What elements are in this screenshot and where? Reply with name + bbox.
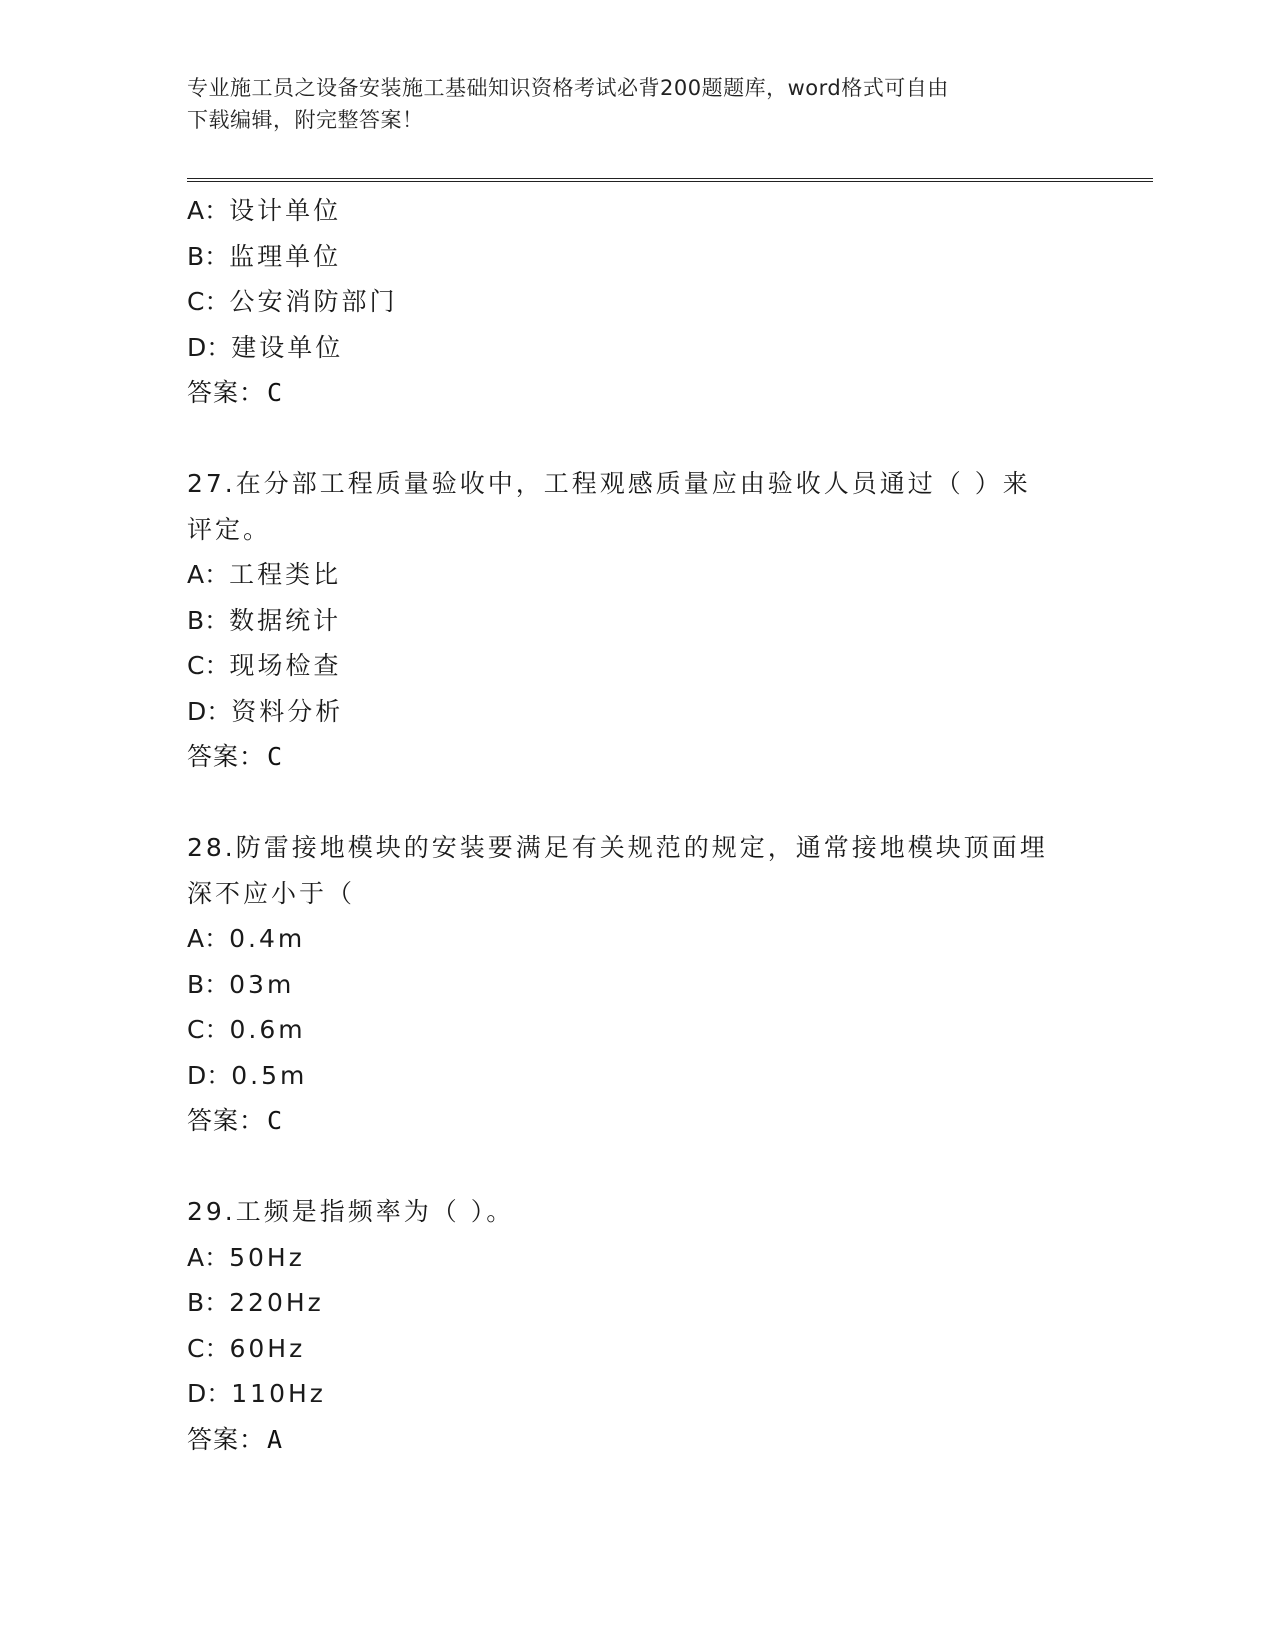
answer-value: C xyxy=(267,378,284,407)
option-label: D： xyxy=(187,1060,232,1090)
question-28 xyxy=(187,825,1087,1144)
option-label: A： xyxy=(187,924,230,953)
option-a xyxy=(187,188,1087,234)
question-list xyxy=(187,188,1087,1462)
option-text: 0.4m xyxy=(229,924,306,953)
option-label: D： xyxy=(187,332,232,362)
option-text: 220Hz xyxy=(229,1288,324,1317)
option-b xyxy=(187,1280,1087,1326)
answer-line xyxy=(187,370,1087,416)
option-text: 110Hz xyxy=(231,1379,326,1408)
option-label: D： xyxy=(187,696,232,726)
option-label: C： xyxy=(187,651,230,680)
answer-label: 答案： xyxy=(187,1424,266,1454)
document-header xyxy=(187,72,1067,136)
option-text: 公安消防部门 xyxy=(229,287,398,316)
spacer xyxy=(187,1144,1087,1190)
option-d xyxy=(187,689,1087,735)
option-label: D： xyxy=(187,1379,232,1408)
question-29 xyxy=(187,1189,1087,1462)
option-label: B： xyxy=(187,1288,230,1317)
option-b xyxy=(187,234,1087,280)
question-26-continued xyxy=(187,188,1087,416)
answer-label: 答案： xyxy=(187,1106,266,1135)
header-line-1: 专业施工员之设备安装施工基础知识资格考试必背200题题库，word格式可自由 xyxy=(187,76,949,100)
option-text: 现场检查 xyxy=(229,651,342,680)
option-c xyxy=(187,643,1087,689)
option-b xyxy=(187,598,1087,644)
option-text: 50Hz xyxy=(229,1242,305,1272)
option-label: C： xyxy=(187,1333,230,1363)
option-text: 0.6m xyxy=(229,1015,306,1044)
option-b xyxy=(187,962,1087,1008)
option-d xyxy=(187,1053,1087,1099)
question-stem-continued: 评定。 xyxy=(187,514,272,544)
spacer xyxy=(187,416,1087,462)
answer-value: C xyxy=(267,1106,284,1135)
header-line-2: 下载编辑，附完整答案！ xyxy=(187,108,424,132)
option-label: B： xyxy=(187,969,230,999)
option-label: A： xyxy=(187,560,230,589)
question-stem: 28.防雷接地模块的安装要满足有关规范的规定，通常接地模块顶面埋 xyxy=(187,833,1048,862)
answer-label: 答案： xyxy=(187,742,266,771)
option-label: C： xyxy=(187,287,230,316)
question-27 xyxy=(187,461,1087,780)
option-text: 资料分析 xyxy=(231,696,344,726)
option-text: 03m xyxy=(229,969,295,999)
option-text: 设计单位 xyxy=(229,196,342,225)
question-stem: 27.在分部工程质量验收中，工程观感质量应由验收人员通过（ ）来 xyxy=(187,469,1031,498)
header-divider xyxy=(187,178,1153,182)
option-text: 工程类比 xyxy=(229,560,342,589)
option-label: B： xyxy=(187,605,230,635)
answer-line xyxy=(187,1417,1087,1463)
option-a xyxy=(187,552,1087,598)
option-a xyxy=(187,1235,1087,1281)
answer-label: 答案： xyxy=(187,378,266,407)
option-a xyxy=(187,916,1087,962)
option-c xyxy=(187,279,1087,325)
spacer xyxy=(187,780,1087,826)
answer-line xyxy=(187,734,1087,780)
answer-line xyxy=(187,1098,1087,1144)
option-c xyxy=(187,1326,1087,1372)
option-label: C： xyxy=(187,1015,230,1044)
option-text: 监理单位 xyxy=(229,241,342,271)
answer-value: A xyxy=(267,1424,284,1454)
option-d xyxy=(187,325,1087,371)
question-stem: 29.工频是指频率为（ ）。 xyxy=(187,1197,515,1226)
option-text: 60Hz xyxy=(229,1333,306,1363)
option-text: 0.5m xyxy=(231,1060,308,1090)
option-d xyxy=(187,1371,1087,1417)
question-stem-continued: 深不应小于（ xyxy=(187,878,356,908)
option-label: B： xyxy=(187,241,230,271)
answer-value: C xyxy=(267,742,284,771)
option-label: A： xyxy=(187,1242,230,1272)
option-text: 建设单位 xyxy=(231,332,344,362)
option-text: 数据统计 xyxy=(229,605,342,635)
option-label: A： xyxy=(187,196,230,225)
option-c xyxy=(187,1007,1087,1053)
